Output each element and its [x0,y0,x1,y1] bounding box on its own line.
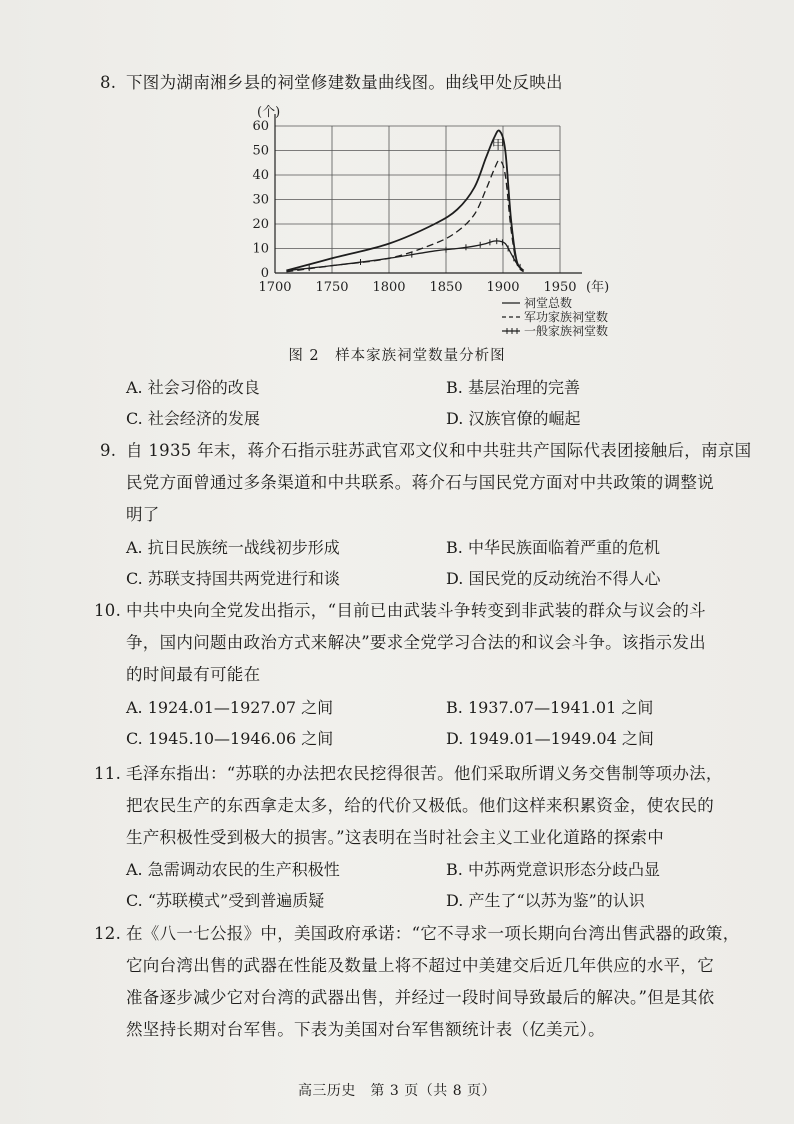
option-c[interactable]: C. 社会经济的发展 [126,409,260,428]
y-tick-label: 60 [252,119,269,134]
question-number: 11. [94,764,122,783]
y-axis-label: (个) [257,105,281,120]
x-tick-label: 1850 [429,280,463,295]
x-axis-label: (年) [586,280,610,295]
legend-label-1: 祠堂总数 [524,296,573,310]
annotation-jia: 甲 [491,137,505,153]
stem-line: 生产积极性受到极大的损害。”这表明在当时社会主义工业化道路的探索中 [126,828,665,847]
y-tick-label: 40 [252,168,269,183]
option-b[interactable]: B. 中苏两党意识形态分歧凸显 [446,860,660,879]
option-a[interactable]: A. 急需调动农民的生产积极性 [126,860,340,879]
x-tick-label: 1800 [372,280,406,295]
option-b[interactable]: B. 1937.07—1941.01 之间 [446,698,654,717]
option-d[interactable]: D. 国民党的反动统治不得人心 [446,569,661,588]
option-c[interactable]: C. 苏联支持国共两党进行和谈 [126,569,340,588]
question-stem [126,595,776,691]
stem-line: 争，国内问题由政治方式来解决”要求全党学习合法的和议会斗争。该指示发出 [126,633,706,652]
x-tick-label: 1700 [258,280,292,295]
chart-container [230,98,670,338]
stem-line: 自 1935 年末，蒋介石指示驻苏武官邓文仪和中共驻共产国际代表团接触后，南京国 [126,441,752,460]
y-tick-label: 10 [252,241,269,257]
figure-caption: 图 2 样本家族祠堂数量分析图 [288,348,506,364]
question-stem [126,435,776,531]
line-chart [230,98,670,338]
page-footer: 高三历史 第 3 页（共 8 页） [297,1083,497,1099]
series-line-2 [286,160,523,272]
legend-label-3: 一般家族祠堂数 [524,324,609,338]
question-stem [126,67,776,99]
option-d[interactable]: D. 汉族官僚的崛起 [446,409,581,428]
option-a[interactable]: A. 1924.01—1927.07 之间 [126,698,334,717]
x-tick-label: 1900 [486,280,520,295]
question-9 [100,435,776,531]
question-number: 9. [100,441,117,460]
option-a[interactable]: A. 抗日民族统一战线初步形成 [126,538,340,557]
question-stem [126,758,776,854]
question-number: 10. [94,601,122,620]
option-d[interactable]: D. 产生了“以苏为鉴”的认识 [446,891,645,910]
stem-line: 下图为湖南湘乡县的祠堂修建数量曲线图。曲线甲处反映出 [126,73,563,92]
question-number: 8. [100,73,117,92]
series-line-3 [286,241,523,271]
series-line-1 [286,130,523,270]
stem-line: 它向台湾出售的武器在性能及数量上将不超过中美建交后近几年供应的水平，它 [126,956,714,975]
question-11 [94,758,776,854]
option-b[interactable]: B. 中华民族面临着严重的危机 [446,538,660,557]
stem-line: 在《八一七公报》中，美国政府承诺：“它不寻求一项长期向台湾出售武器的政策， [126,924,740,943]
stem-line: 中共中央向全党发出指示，“目前已由武装斗争转变到非武装的群众与议会的斗 [126,601,706,620]
y-tick-label: 20 [252,217,269,232]
stem-line: 把农民生产的东西拿走太多，给的代价又极低。他们这样来积累资金，使农民的 [126,796,714,815]
option-b[interactable]: B. 基层治理的完善 [446,378,580,397]
stem-line: 准备逐步减少它对台湾的武器出售，并经过一段时间导致最后的解决。”但是其依 [126,988,715,1007]
question-8 [100,67,776,99]
question-stem [126,918,776,1046]
question-number: 12. [94,924,122,943]
option-d[interactable]: D. 1949.01—1949.04 之间 [446,729,654,748]
question-10 [94,595,776,691]
stem-line: 明了 [126,505,160,524]
option-a[interactable]: A. 社会习俗的改良 [126,378,260,397]
y-tick-label: 30 [252,192,269,208]
y-tick-label: 50 [252,143,269,159]
stem-line: 的时间最有可能在 [126,665,261,684]
option-c[interactable]: C. “苏联模式”受到普遍质疑 [126,891,325,910]
stem-line: 毛泽东指出：“苏联的办法把农民挖得很苦。他们采取所谓义务交售制等项办法， [126,764,723,783]
y-tick-label: 0 [260,266,269,281]
stem-line: 然坚持长期对台军售。下表为美国对台军售额统计表（亿美元）。 [126,1020,605,1039]
x-tick-label: 1750 [315,280,349,295]
legend-label-2: 军功家族祠堂数 [524,310,609,324]
stem-line: 民党方面曾通过多条渠道和中共联系。蒋介石与国民党方面对中共政策的调整说 [126,473,714,492]
option-c[interactable]: C. 1945.10—1946.06 之间 [126,729,334,748]
x-tick-label: 1950 [543,280,577,295]
question-12 [94,918,776,1046]
